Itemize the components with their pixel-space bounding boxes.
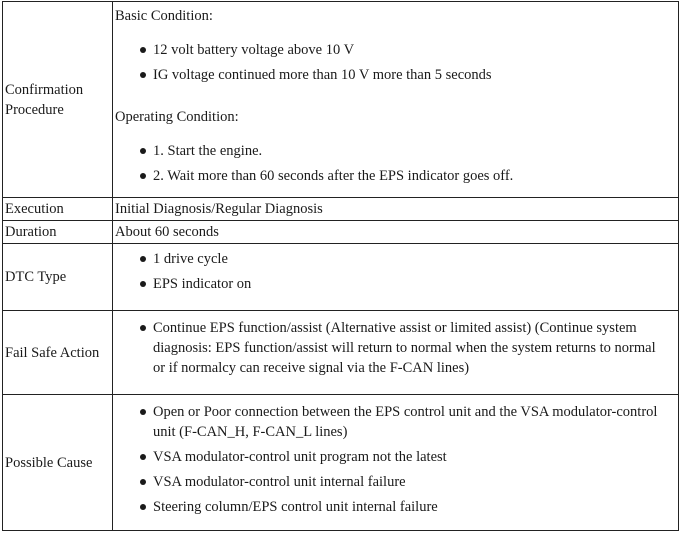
list-item: 1 drive cycle bbox=[115, 249, 678, 269]
possible-cause-label: Possible Cause bbox=[3, 395, 113, 531]
possible-cause-content bbox=[113, 395, 679, 531]
fail-safe-label: Fail Safe Action bbox=[3, 311, 113, 395]
fail-safe-list bbox=[115, 318, 678, 378]
list-item: 1. Start the engine. bbox=[115, 141, 678, 161]
table-row-possible-cause bbox=[3, 395, 679, 531]
list-item: 12 volt battery voltage above 10 V bbox=[115, 40, 678, 60]
table-row-fail-safe bbox=[3, 311, 679, 395]
basic-condition-list bbox=[115, 40, 678, 85]
table-row-confirmation bbox=[3, 2, 679, 198]
execution-value: Initial Diagnosis/Regular Diagnosis bbox=[113, 198, 679, 221]
diagnostic-spec-table bbox=[2, 1, 679, 531]
list-item: Steering column/EPS control unit internal failure bbox=[115, 497, 678, 517]
list-item: EPS indicator on bbox=[115, 274, 678, 294]
dtc-type-list bbox=[115, 249, 678, 294]
operating-condition-list bbox=[115, 141, 678, 186]
list-item: Open or Poor connection between the EPS control unit and the VSA modulator-control unit (F-CAN_H, F-CAN_L lines) bbox=[115, 402, 678, 442]
list-item: IG voltage continued more than 10 V more than 5 seconds bbox=[115, 65, 678, 85]
confirmation-content bbox=[113, 2, 679, 198]
list-item: VSA modulator-control unit program not the latest bbox=[115, 447, 678, 467]
list-item: Continue EPS function/assist (Alternative assist or limited assist) (Continue system diagnosis: EPS function/assist will return to normal when the system returns to normal or if normalcy can receive signal via the F-CAN lines) bbox=[115, 318, 678, 378]
execution-label: Execution bbox=[3, 198, 113, 221]
confirmation-label: Confirmation Procedure bbox=[3, 2, 113, 198]
list-item: 2. Wait more than 60 seconds after the EPS indicator goes off. bbox=[115, 166, 678, 186]
fail-safe-content bbox=[113, 311, 679, 395]
duration-value: About 60 seconds bbox=[113, 221, 679, 244]
table-row-duration bbox=[3, 221, 679, 244]
duration-label: Duration bbox=[3, 221, 113, 244]
possible-cause-list bbox=[115, 402, 678, 517]
operating-condition-heading: Operating Condition: bbox=[115, 109, 239, 125]
basic-condition-heading: Basic Condition: bbox=[115, 8, 213, 24]
table-row-dtc-type bbox=[3, 244, 679, 311]
dtc-type-content bbox=[113, 244, 679, 311]
list-item: VSA modulator-control unit internal failure bbox=[115, 472, 678, 492]
dtc-type-label: DTC Type bbox=[3, 244, 113, 311]
table-row-execution bbox=[3, 198, 679, 221]
